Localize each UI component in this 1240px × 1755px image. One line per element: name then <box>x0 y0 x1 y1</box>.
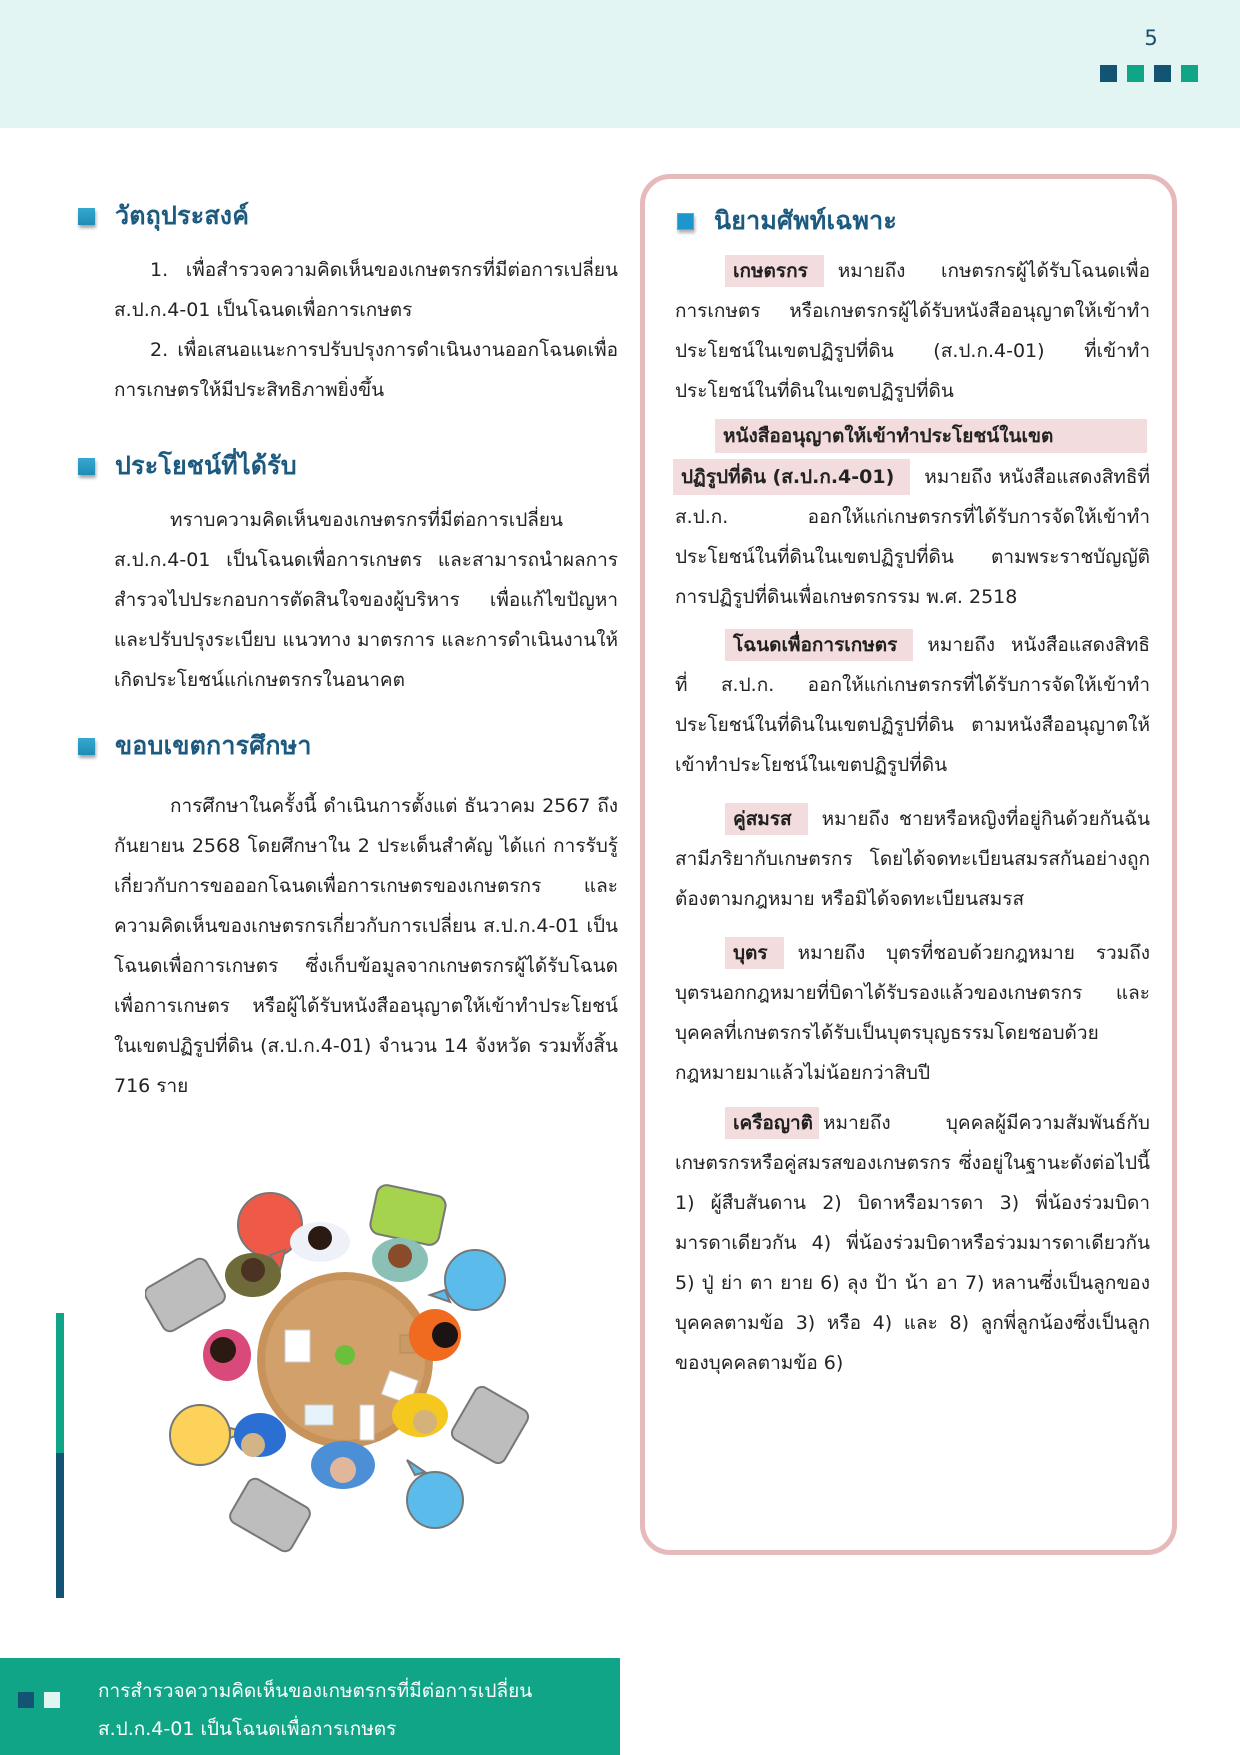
definitions-box <box>640 174 1177 1555</box>
term-definition: หมายถึง ชายหรือหญิงที่อยู่กินด้วยกันฉันสามีภริยากับเกษตรกร โดยได้จดทะเบียนสมรสกันอย่างถูกต้องตามกฎหมาย หรือมิได้จดทะเบียนสมรส <box>675 808 1150 910</box>
term-definition: หมายถึง เกษตรกรผู้ได้รับโฉนดเพื่อการเกษตร หรือเกษตรกรผู้ได้รับหนังสืออนุญาตให้เข้าทำประโยชน์ในเขตปฏิรูปที่ดิน (ส.ป.ก.4-01) ที่เข้าทำประโยชน์ในที่ดินในเขตปฏิรูปที่ดิน <box>675 260 1150 402</box>
term-label: ปฏิรูปที่ดิน (ส.ป.ก.4-01) <box>673 459 910 495</box>
footer-title: การสำรวจความคิดเห็นของเกษตรกรที่มีต่อการเปลี่ยน ส.ป.ก.4-01 เป็นโฉนดเพื่อการเกษตร <box>98 1680 533 1740</box>
heading-benefits: ประโยชน์ที่ได้รับ <box>115 451 297 480</box>
decor-square-navy <box>1154 65 1171 82</box>
term-label: โฉนดเพื่อการเกษตร <box>725 629 913 661</box>
objective-item: 1. เพื่อสำรวจความคิดเห็นของเกษตรกรที่มีต่อการเปลี่ยน ส.ป.ก.4-01 เป็นโฉนดเพื่อการเกษตร <box>114 259 618 321</box>
plant-icon <box>335 1345 355 1365</box>
decor-square-light <box>44 1692 60 1708</box>
footer-band <box>0 1658 620 1755</box>
square-bullet-icon <box>677 213 694 230</box>
section-objectives <box>78 196 618 410</box>
square-bullet-icon <box>78 738 95 755</box>
decor-square-teal <box>1181 65 1198 82</box>
heading-objectives: วัตถุประสงค์ <box>115 201 250 230</box>
decor-square-navy <box>18 1692 34 1708</box>
section-scope <box>78 726 618 1106</box>
definition-entry <box>675 419 1150 617</box>
term-label: หนังสืออนุญาตให้เข้าทำประโยชน์ในเขต <box>715 419 1147 453</box>
definition-entry <box>675 1103 1150 1383</box>
definition-entry <box>675 625 1150 785</box>
square-bullet-icon <box>78 208 95 225</box>
definitions-content <box>675 201 1150 1391</box>
term-definition: หมายถึง บุตรที่ชอบด้วยกฎหมาย รวมถึงบุตรนอกกฎหมายที่บิดาได้รับรองแล้วของเกษตรกร และบุคคลที่เกษตรกรได้รับเป็นบุตรบุญธรรมโดยชอบด้วยกฎหมายมาแล้วไม่น้อยกว่าสิบปี <box>675 942 1150 1084</box>
term-label: เครือญาติ <box>725 1107 819 1139</box>
section-heading <box>78 446 618 486</box>
heading-definitions: นิยามศัพท์เฉพาะ <box>714 206 898 235</box>
definition-entry <box>675 799 1150 919</box>
section-heading <box>675 201 1150 241</box>
square-bullet-icon <box>78 458 95 475</box>
decor-square-teal <box>1127 65 1144 82</box>
decor-square-navy <box>1100 65 1117 82</box>
term-definition: หมายถึง บุคคลผู้มีความสัมพันธ์กับเกษตรกรหรือคู่สมรสของเกษตรกร ซึ่งอยู่ในฐานะดังต่อไปนี้ 1) ผู้สืบสันดาน 2) บิดาหรือมารดา 3) พี่น้องร่วมบิดามารดาเดียวกัน 4) พี่น้องร่วมบิดาหรือร่วมมารดาเดียวกัน 5) ปู่ ย่า ตา ยาย 6) ลุง ป้า น้า อา 7) หลานซึ่งเป็นลูกของบุคคลตามข้อ 3) หรือ 4) และ 8) ลูกพี่ลูกน้องซึ่งเป็นลูกของบุคคลตามข้อ 6) <box>675 1112 1150 1374</box>
term-definition: หมายถึง หนังสือแสดงสิทธิที่ ส.ป.ก. ออกให้แก่เกษตรกรที่ได้รับการจัดให้เข้าทำประโยชน์ในที่ดินในเขตปฏิรูปที่ดิน ตามพระราชบัญญัติการปฏิรูปที่ดินเพื่อเกษตรกรรม พ.ศ. 2518 <box>675 466 1150 608</box>
header-band <box>0 0 1240 128</box>
decor-bar-navy <box>56 1453 64 1598</box>
scope-text: การศึกษาในครั้งนี้ ดำเนินการตั้งแต่ ธันวาคม 2567 ถึง กันยายน 2568 โดยศึกษาใน 2 ประเด็นสำคัญ ได้แก่ การรับรู้เกี่ยวกับการขอออกโฉนดเพื่อการเกษตรของเกษตรกร และความคิดเห็นของเกษตรกรเกี่ยวกับการเปลี่ยน ส.ป.ก.4-01 เป็นโฉนดเพื่อการเกษตร ซึ่งเก็บข้อมูลจากเกษตรกรผู้ได้รับโฉนดเพื่อการเกษตร หรือผู้ได้รับหนังสืออนุญาตให้เข้าทำประโยชน์ในเขตปฏิรูปที่ดิน (ส.ป.ก.4-01) จำนวน 14 จังหวัด รวมทั้งสิ้น 716 ราย <box>114 795 618 1097</box>
footer-decoration <box>18 1692 60 1708</box>
section-heading <box>78 726 618 766</box>
definition-entry <box>675 933 1150 1093</box>
definition-entry <box>675 251 1150 411</box>
term-label: เกษตรกร <box>725 255 824 287</box>
objective-item: 2. เพื่อเสนอแนะการปรับปรุงการดำเนินงานออกโฉนดเพื่อการเกษตรให้มีประสิทธิภาพยิ่งขึ้น <box>114 339 618 401</box>
heading-scope: ขอบเขตการศึกษา <box>115 731 312 760</box>
term-label: คู่สมรส <box>725 803 808 835</box>
section-heading <box>78 196 618 236</box>
page-number: 5 <box>1144 26 1158 50</box>
decor-bar-teal <box>56 1313 64 1453</box>
section-benefits <box>78 446 618 700</box>
term-definition: หมายถึง หนังสือแสดงสิทธิที่ ส.ป.ก. ออกให้แก่เกษตรกรที่ได้รับการจัดให้เข้าทำประโยชน์ในที่ดินในเขตปฏิรูปที่ดิน ตามหนังสืออนุญาตให้เข้าทำประโยชน์ในเขตปฏิรูปที่ดิน <box>675 634 1150 776</box>
header-decoration <box>1100 65 1198 82</box>
meeting-illustration <box>145 1170 545 1560</box>
benefits-text: ทราบความคิดเห็นของเกษตรกรที่มีต่อการเปลี่ยน ส.ป.ก.4-01 เป็นโฉนดเพื่อการเกษตร และสามารถนำผลการสำรวจไปประกอบการตัดสินใจของผู้บริหาร เพื่อแก้ไขปัญหา และปรับปรุงระเบียบ แนวทาง มาตรการ และการดำเนินงานให้เกิดประโยชน์แก่เกษตรกรในอนาคต <box>114 509 618 691</box>
term-label: บุตร <box>725 937 784 969</box>
